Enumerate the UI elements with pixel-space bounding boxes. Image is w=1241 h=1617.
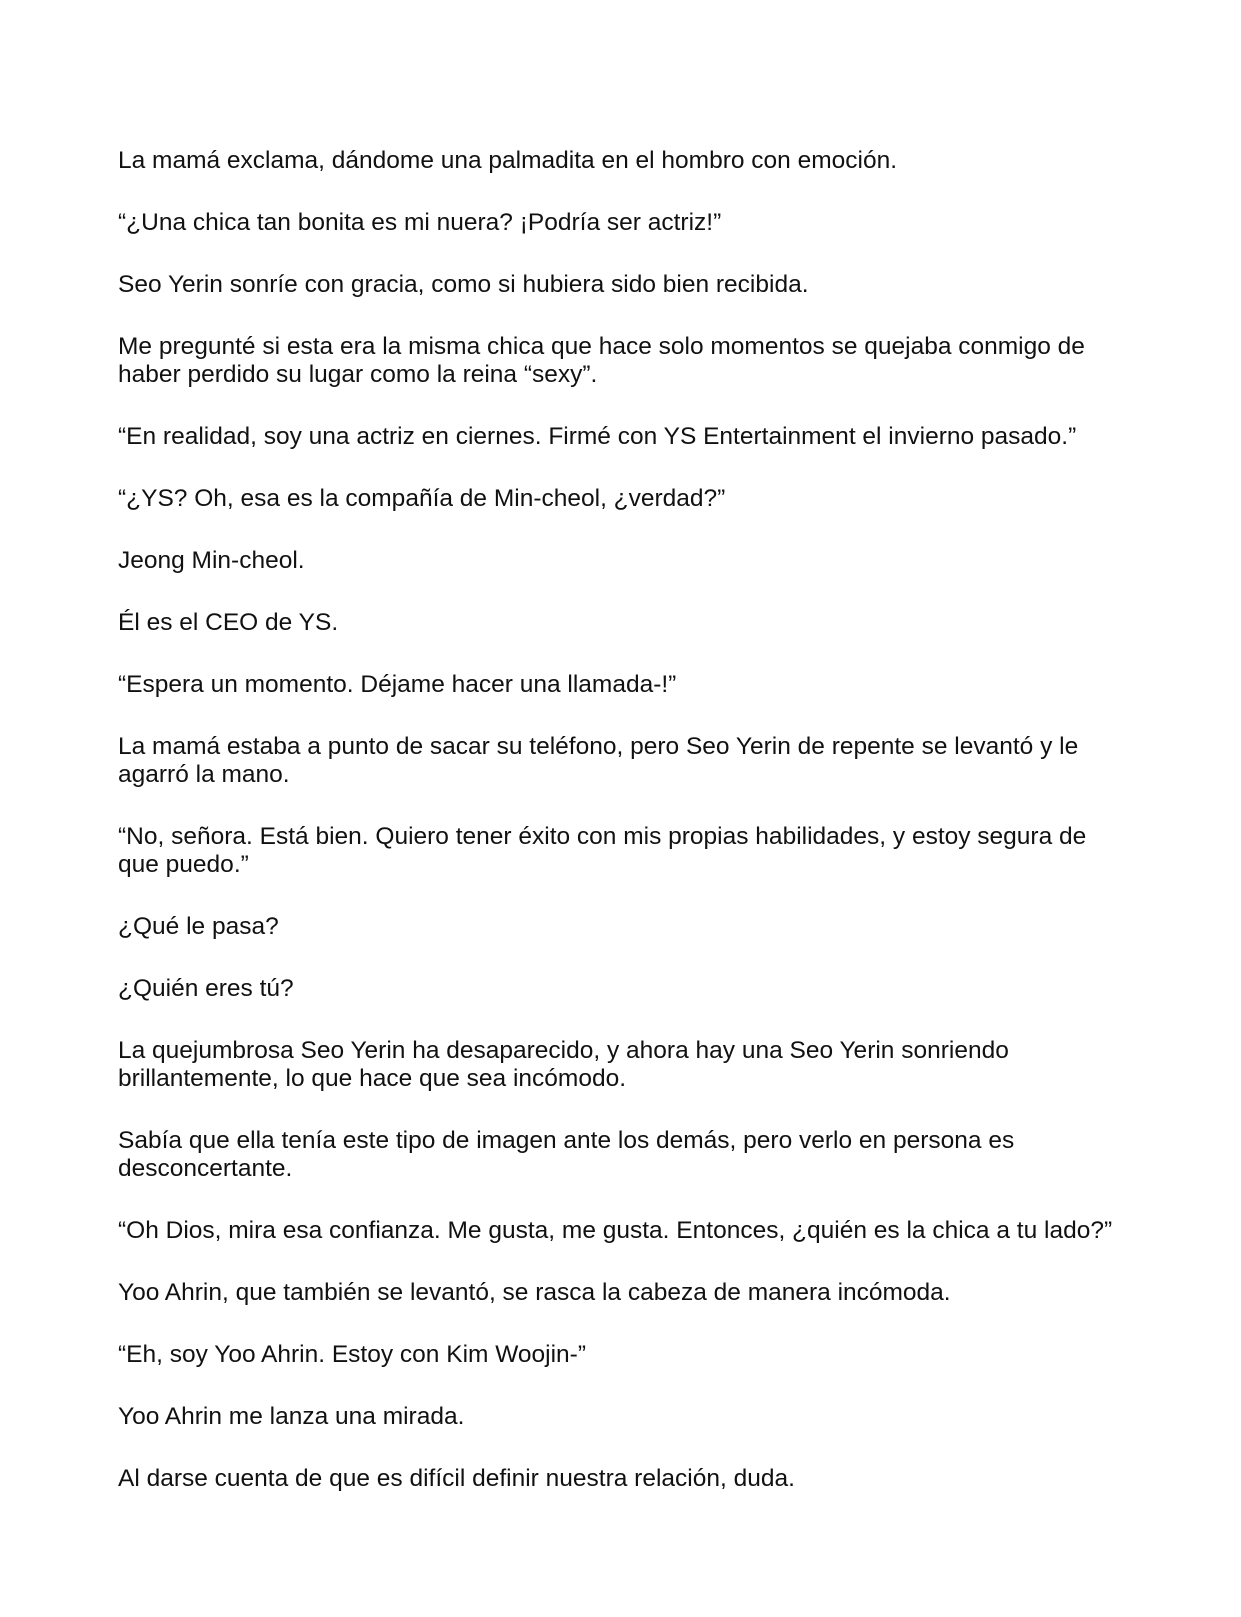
paragraph: La mamá exclama, dándome una palmadita en el hombro con emoción. [118,147,897,174]
paragraph: “En realidad, soy una actriz en ciernes. Firmé con YS Entertainment el invierno pasado.” [118,423,1077,450]
paragraph: Él es el CEO de YS. [118,609,339,636]
paragraph: Yoo Ahrin me lanza una mirada. [118,1403,465,1430]
document-body [118,147,1123,1527]
paragraph: Jeong Min-cheol. [118,547,305,574]
paragraph: ¿Quién eres tú? [118,975,294,1002]
paragraph: “Eh, soy Yoo Ahrin. Estoy con Kim Woojin-” [118,1341,586,1368]
paragraph: “Espera un momento. Déjame hacer una llamada-!” [118,671,677,698]
paragraph: La mamá estaba a punto de sacar su teléfono, pero Seo Yerin de repente se levantó y le agarró la mano. [118,733,1079,788]
paragraph: ¿Qué le pasa? [118,913,279,940]
paragraph: Al darse cuenta de que es difícil definir nuestra relación, duda. [118,1465,795,1492]
paragraph: “No, señora. Está bien. Quiero tener éxito con mis propias habilidades, y estoy segura de que puedo.” [118,823,1087,878]
paragraph: Yoo Ahrin, que también se levantó, se rasca la cabeza de manera incómoda. [118,1279,951,1306]
paragraph: “¿YS? Oh, esa es la compañía de Min-cheol, ¿verdad?” [118,485,726,512]
paragraph: Seo Yerin sonríe con gracia, como si hubiera sido bien recibida. [118,271,809,298]
paragraph: La quejumbrosa Seo Yerin ha desaparecido, y ahora hay una Seo Yerin sonriendo brillantemente, lo que hace que sea incómodo. [118,1037,1009,1092]
paragraph: “Oh Dios, mira esa confianza. Me gusta, me gusta. Entonces, ¿quién es la chica a tu lado?” [118,1217,1113,1244]
paragraph: Me pregunté si esta era la misma chica que hace solo momentos se quejaba conmigo de haber perdido su lugar como la reina “sexy”. [118,333,1085,388]
paragraph: “¿Una chica tan bonita es mi nuera? ¡Podría ser actriz!” [118,209,722,236]
paragraph: Sabía que ella tenía este tipo de imagen ante los demás, pero verlo en persona es desconcertante. [118,1127,1015,1182]
